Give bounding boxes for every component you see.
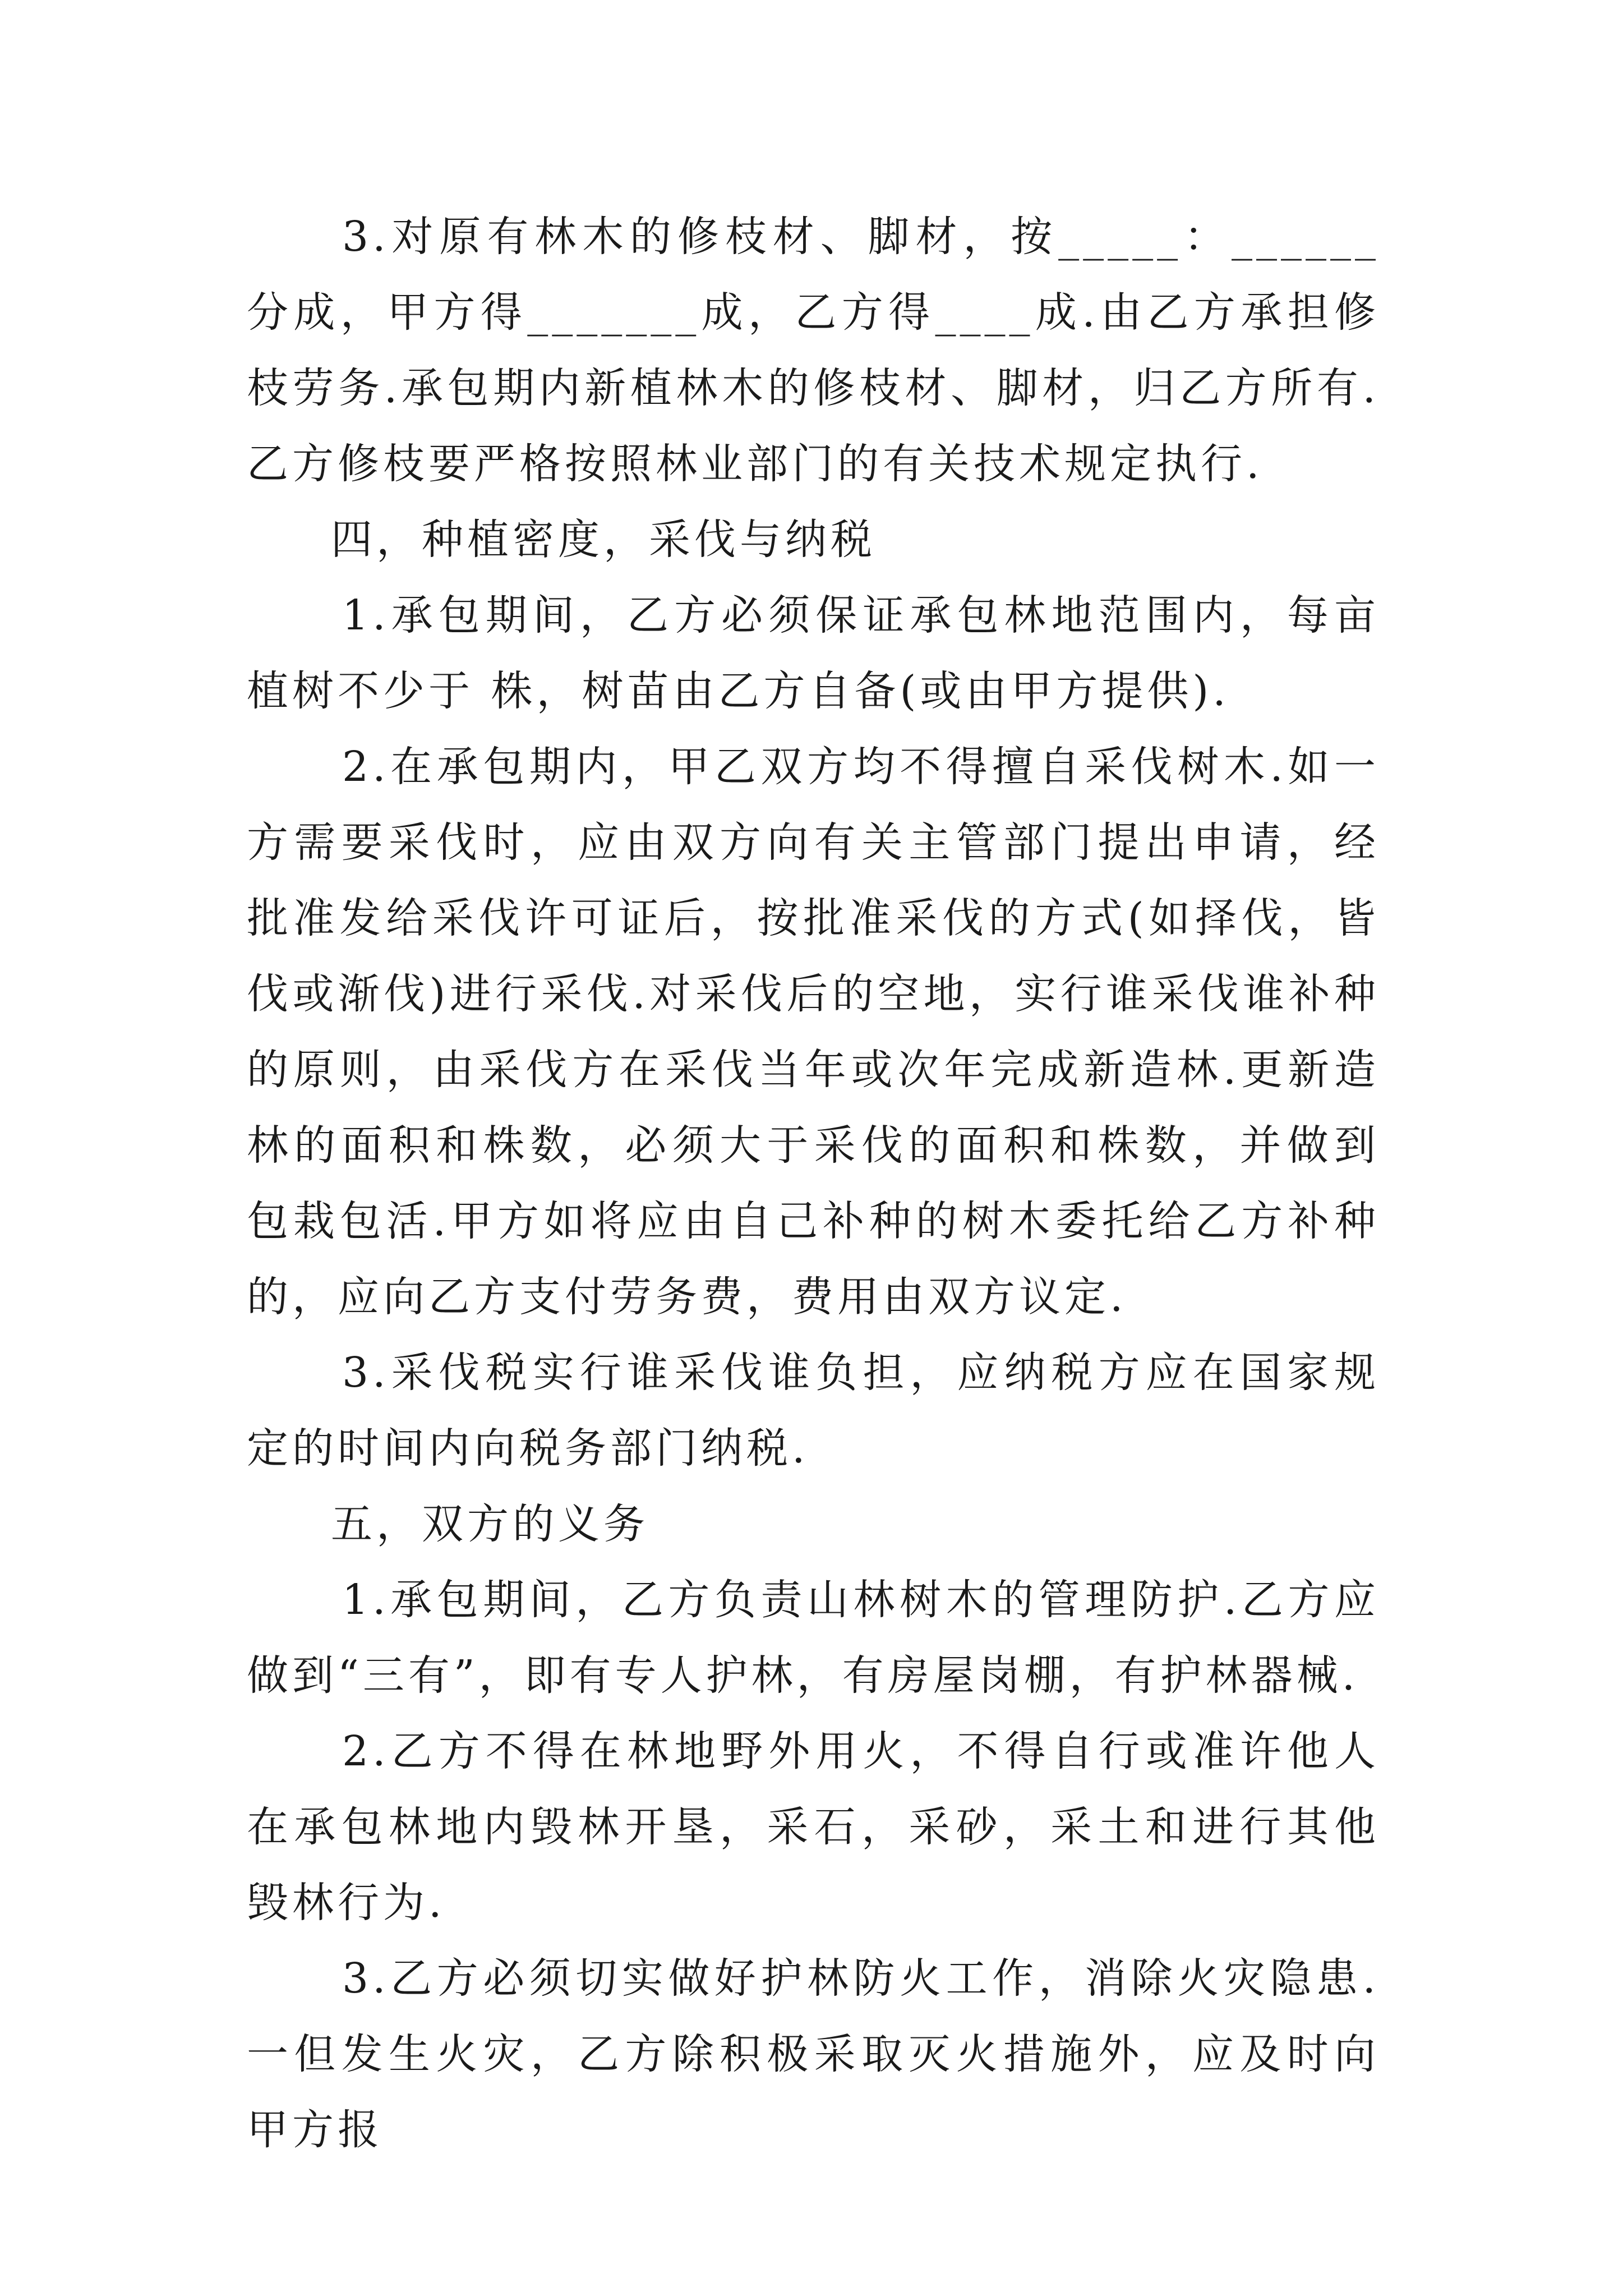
clause-3-pruning-materials: 3.对原有林木的修枝材、脚材，按_____：______分成，甲方得_______成，乙方得____成.由乙方承担修枝劳务.承包期内新植林木的修枝材、脚材，归乙方所有.乙方修枝要严格按照林业部门的有关技术规定执行. xyxy=(247,213,1380,488)
clause-1-planting-requirement: 1.承包期间，乙方必须保证承包林地范围内，每亩植树不少于 株，树苗由乙方自备(或由甲方提供). xyxy=(247,591,1380,715)
clause-1-forest-protection: 1.承包期间，乙方负责山林树木的管理防护.乙方应做到“三有”，即有专人护林，有房屋岗棚，有护林器械. xyxy=(247,1576,1380,1700)
clause-3-logging-tax: 3.采伐税实行谁采伐谁负担，应纳税方应在国家规定的时间内向税务部门纳税. xyxy=(247,1349,1380,1473)
document-body xyxy=(247,199,1380,2168)
clause-2-logging-approval: 2.在承包期内，甲乙双方均不得擅自采伐树木.如一方需要采伐时，应由双方向有关主管部门提出申请，经批准发给采伐许可证后，按批准采伐的方式(如择伐，皆伐或渐伐)进行采伐.对采伐后的空地，实行谁采伐谁补种的原则，由采伐方在采伐当年或次年完成新造林.更新造林的面积和株数，必须大于采伐的面积和株数，并做到包栽包活.甲方如将应由自己补种的树木委托给乙方补种的，应向乙方支付劳务费，费用由双方议定. xyxy=(247,743,1380,1321)
clause-3-fire-prevention: 3.乙方必须切实做好护林防火工作，消除火灾隐患.一但发生火灾，乙方除积极采取灭火措施外，应及时向甲方报 xyxy=(247,1954,1380,2154)
clause-2-no-fire-or-clearing: 2.乙方不得在林地野外用火，不得自行或准许他人在承包林地内毁林开垦，采石，采砂，采土和进行其他毁林行为. xyxy=(247,1727,1380,1927)
section-heading-obligations: 五，双方的义务 xyxy=(331,1500,649,1548)
section-heading-planting-density: 四，种植密度，采伐与纳税 xyxy=(331,516,876,564)
